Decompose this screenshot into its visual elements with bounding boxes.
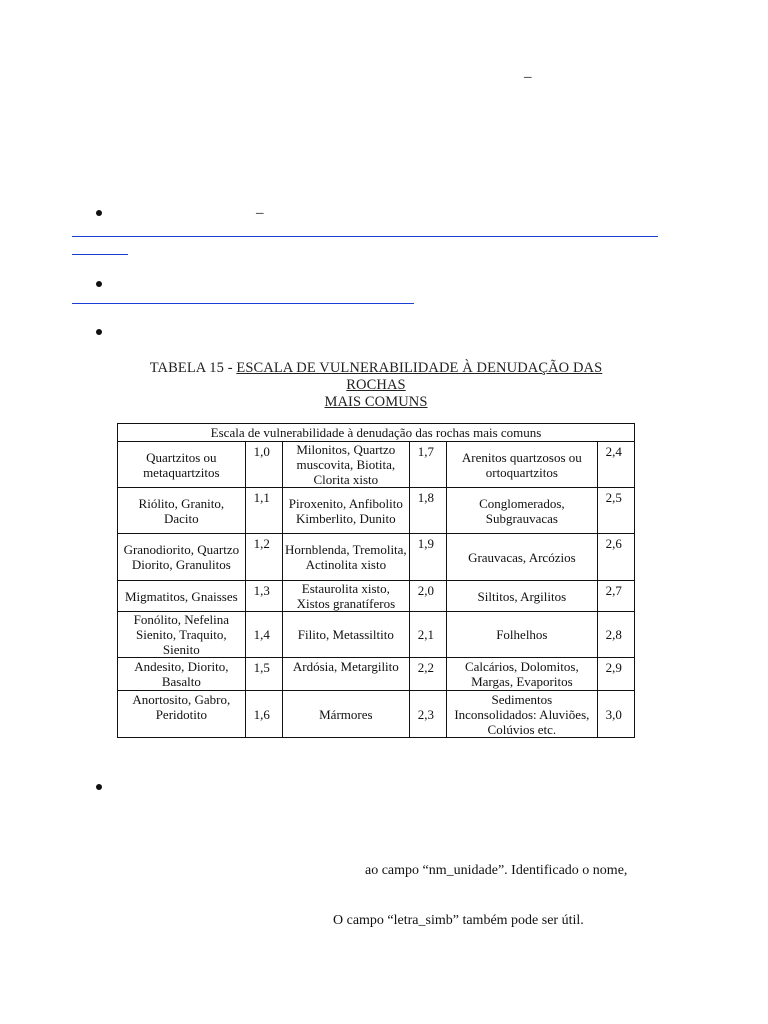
rock-cell: Siltitos, Argilitos [447, 581, 598, 612]
value-cell: 2,7 [597, 581, 634, 612]
rock-cell: Calcários, Dolomitos, Margas, Evaporitos [447, 658, 598, 691]
value-cell: 1,3 [245, 581, 282, 612]
value-cell: 2,6 [597, 534, 634, 581]
value-cell: 1,5 [245, 658, 282, 691]
value-cell: 2,0 [409, 581, 446, 612]
rock-cell: Piroxenito, Anfibolito Kimberlito, Dunito [282, 488, 409, 534]
value-cell: 2,9 [597, 658, 634, 691]
rock-cell: Fonólito, Nefelina Sienito, Traquito, Sienito [118, 612, 246, 658]
table-title-line1: ESCALA DE VULNERABILIDADE À DENUDAÇÃO DAS ROCHAS [236, 360, 603, 393]
value-cell: 2,2 [409, 658, 446, 691]
value-cell: 1,8 [409, 488, 446, 534]
rock-cell: Ardósia, Metargilito [282, 658, 409, 691]
value-cell: 1,4 [245, 612, 282, 658]
value-cell: 2,4 [597, 442, 634, 488]
paragraph-text: O campo “letra_simb” também pode ser útil. [333, 913, 584, 928]
rock-cell: Anortosito, Gabro, Peridotito [118, 691, 246, 738]
rock-cell: Andesito, Diorito, Basalto [118, 658, 246, 691]
rock-cell: Riólito, Granito, Dacito [118, 488, 246, 534]
value-cell: 3,0 [597, 691, 634, 738]
rock-cell: Sedimentos Inconsolidados: Aluviões, Colúvios etc. [447, 691, 598, 738]
value-cell: 1,0 [245, 442, 282, 488]
value-cell: 1,2 [245, 534, 282, 581]
value-cell: 2,8 [597, 612, 634, 658]
rock-cell: Filito, Metassiltito [282, 612, 409, 658]
dash-mark: – [524, 69, 532, 85]
hyperlink-underline[interactable] [72, 254, 128, 255]
rock-cell: Granodiorito, Quartzo Diorito, Granulitos [118, 534, 246, 581]
bullet-4 [96, 784, 102, 790]
rock-cell: Arenitos quartzosos ou ortoquartzitos [447, 442, 598, 488]
table-title [120, 360, 632, 411]
hyperlink-underline[interactable] [72, 236, 658, 237]
value-cell: 1,7 [409, 442, 446, 488]
rock-cell: Hornblenda, Tremolita, Actinolita xisto [282, 534, 409, 581]
bullet-3 [96, 329, 102, 335]
value-cell: 1,9 [409, 534, 446, 581]
rock-cell: Grauvacas, Arcózios [447, 534, 598, 581]
bullet-2 [96, 281, 102, 287]
value-cell: 1,6 [245, 691, 282, 738]
rock-cell: Quartzitos ou metaquartzitos [118, 442, 246, 488]
value-cell: 2,3 [409, 691, 446, 738]
dash-mark: – [256, 205, 264, 221]
value-cell: 2,1 [409, 612, 446, 658]
vulnerability-table [117, 423, 635, 738]
table-title-line2: MAIS COMUNS [324, 394, 428, 410]
value-cell: 1,1 [245, 488, 282, 534]
rock-cell: Conglomerados, Subgrauvacas [447, 488, 598, 534]
bullet-1 [96, 210, 102, 216]
table-header: Escala de vulnerabilidade à denudação das rochas mais comuns [118, 424, 635, 442]
rock-cell: Mármores [282, 691, 409, 738]
rock-cell: Migmatitos, Gnaisses [118, 581, 246, 612]
hyperlink-underline[interactable] [72, 303, 414, 304]
table-title-prefix: TABELA 15 - [149, 360, 237, 376]
rock-cell: Estaurolita xisto, Xistos granatíferos [282, 581, 409, 612]
value-cell: 2,5 [597, 488, 634, 534]
paragraph-text: ao campo “nm_unidade”. Identificado o nome, [365, 863, 628, 878]
rock-cell: Folhelhos [447, 612, 598, 658]
rock-cell: Milonitos, Quartzo muscovita, Biotita, Clorita xisto [282, 442, 409, 488]
